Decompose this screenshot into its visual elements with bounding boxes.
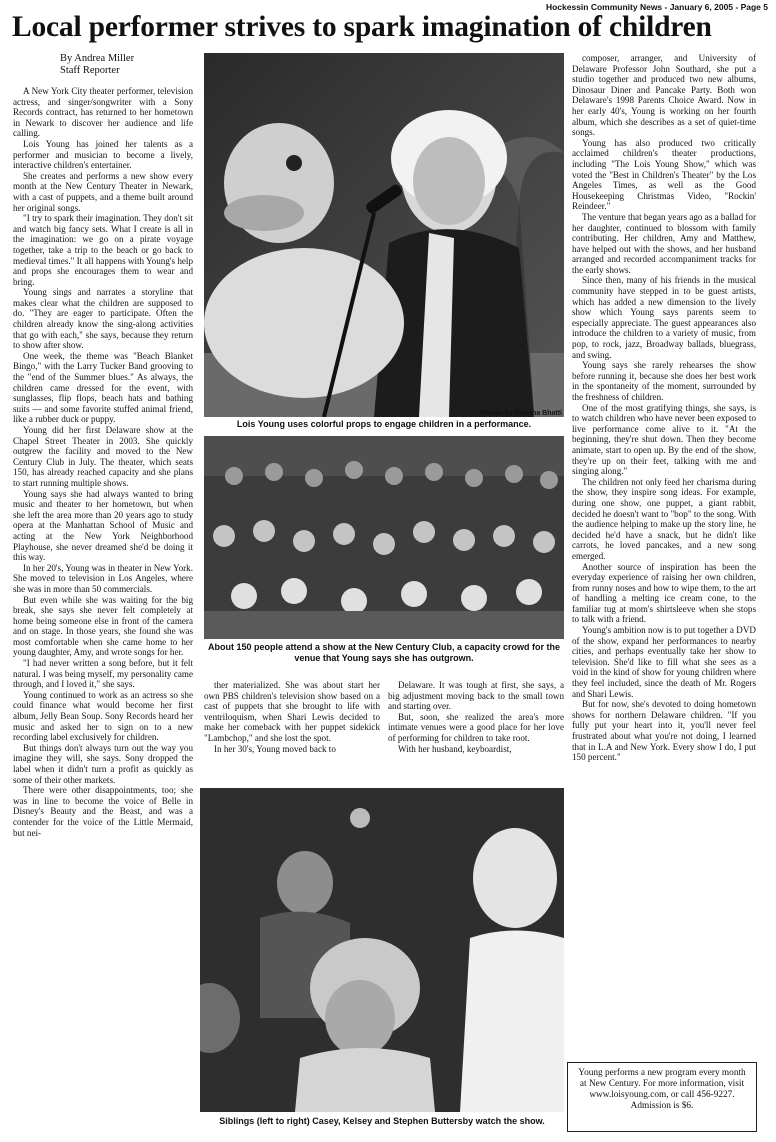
article-paragraph: "I had never written a song before, but it felt natural. I was being myself, my personality came through, and I loved it," she says. [13,658,193,690]
article-paragraph: composer, arranger, and University of Delaware Professor John Southard, she put a studio together and produced two new albums, Dinosaur Diner and Pancake Party. Both won Delaware's 1998 Parents Choice Award. Now in her early 40's, Young is working on her fourth album, which she describes as a set of quiet-time songs. [572,53,756,138]
article-paragraph: One week, the theme was "Beach Blanket Bingo," with the Larry Tucker Band grooving to the "end of the Summer blues." As always, the children came dressed for the event, with sunglasses, flip flops, beach hats and bathing suits — and some favorite stuffed animal friend, like a rubber duck or puppy. [13,350,193,425]
article-paragraph: The venture that began years ago as a ballad for her daughter, continued to blossom with family contributing. Her children, Amy and Matthew, have helped out with the shows, and her husband arranged and recorded accompaniment tracks for the early shows. [572,211,756,275]
audience-photo-caption: About 150 people attend a show at the New Century Club, a capacity crowd for the venue that Young says she has outgrown. [207,642,561,663]
article-paragraph: Another source of inspiration has been the everyday experience of raising her own children, from runny noses and how to wipe them, to the art of handling a melting ice cream cone, to the familiar tug at mom's shirtsleeve when she stops to talk with a friend. [572,561,756,625]
byline-role: Staff Reporter [60,65,120,76]
article-paragraph: Young sings and narrates a storyline that makes clear what the children are supposed to do. "They are eager to participate. Often the children already know the sing-along activities that go with each," she says, because they return to show after show. [13,287,193,351]
info-box-admission: Admission is $6. [630,1101,694,1111]
article-paragraph: Lois Young has joined her talents as a performer and musician to become a lively, interactive children's entertainer. [13,138,193,171]
article-paragraph: Young has also produced two critically acclaimed children's theater productions, including "The Lois Young Show," which was voted the "Best in Children's Theater" by the Los Angeles Times, as well as the Good Housekeeping Christmas Video, "Rockin' Reindeer." [572,137,756,212]
article-paragraph: Young's ambition now is to put together a DVD of the show, expand her performances to nearby cities, and perhaps eventually take her show to television. She'd like to fill what she sees as a void in the kind of show for young children where they feel included, since the death of Mr. Rogers and Shari Lewis. [572,625,756,699]
article-paragraph: With her husband, keyboardist, [398,743,512,754]
article-paragraph: One of the most gratifying things, she says, is to watch children who have never been exposed to live performance come alive to it. "At the beginning, they're shut down. Then they become animate, start to open up. By the end of the show, they're up on their feet, talking with me and singing along." [572,402,756,477]
article-column-3 [388,680,564,780]
article-paragraph: But, soon, she realized the area's more intimate venues were a good place for her love of performing for children to take root. [388,711,564,743]
headline: Local performer strives to spark imagination of children [12,11,712,43]
article-paragraph: There were other disappointments, too; she was in line to become the voice of Belle in Disney's Beauty and the Beast, and was a contender for the voice of the Little Mermaid, but nei- [13,785,193,838]
article-paragraph: Young says she rarely rehearses the show before running it, because she does her best work in the spontaneity of the moment, surrounded by the freshness of children. [572,360,756,402]
performer-photo-caption: Lois Young uses colorful props to engage children in a performance. [236,419,532,429]
audience-photo [204,436,564,639]
article-paragraph: Young did her first Delaware show at the Chapel Street Theater in 2003. She quickly outgrew the facility and moved to the New Century Club in July. The theater, which seats 150, has already reached capacity and she plans to start running multiple shows. [13,425,193,488]
info-box [567,1062,757,1132]
photo-icon [200,788,564,1112]
article-column-2 [204,680,380,780]
masthead: Hockessin Community News - January 6, 2005 - Page 5 [545,2,768,12]
article-paragraph: But for now, she's devoted to doing hometown shows for northern Delaware children. "If you fully put your heart into it, you'll never feel frustrated about what you're not doing, I learned that in L.A and New York. Every show I do, I put 150 percent." [572,699,756,763]
siblings-photo-caption: Siblings (left to right) Casey, Kelsey and Stephen Buttersby watch the show. [219,1116,545,1126]
article-paragraph: "I try to spark their imagination. They don't sit and watch big fancy sets. What I create is all in the imagination: we go on a pirate voyage together, take a trip to the beach or go back to medieval times." It all happens with Young's help and props she encourages them to wear and bring. [13,213,193,287]
article-paragraph: In her 20's, Young was in theater in New York. She moved to television in Los Angeles, where she was in more than 50 commercials. [13,562,193,594]
article-paragraph: A New York City theater performer, television actress, and singer/songwriter with a Sony Records contract, has returned to her hometown in Newark to discover her audience and life calling. [13,86,193,139]
info-box-text: Young performs a new program every month at New Century. For more information, visit www.loisyoung.com, or call 456-9227. [578,1068,746,1100]
article-paragraph: Young says she had always wanted to bring music and theater to her hometown, but when she left the area more than 20 years ago to study opera at the Manhattan School of Music and acting at the New York Neighborhood Playhouse, she never dreamed she'd be doing it this way. [13,488,193,563]
siblings-photo [200,788,564,1112]
article-paragraph: She creates and performs a new show every month at the New Century Theater in Newark, with a cast of puppets, and a theme built around her original songs. [13,170,193,213]
article-paragraph: The children not only feed her charisma during the show, they inspire song ideas. For example, during one show, one puppet, a giant rabbit, decided he doesn't want to "bop" to the song. With the audience helping to make up the story line, he decided he'd have a snack, but he didn't like carrots, he loved pancakes, and a new song emerged. [572,476,756,561]
article-paragraph: But even while she was waiting for the big break, she says she never felt completely at home being someone else in front of the camera and on stage. In those years, she found she was most comfortable when she came home to her young daughter, Amy, and wrote songs for her. [13,594,193,658]
article-paragraph: But things don't always turn out the way you imagine they will, she says. Sony dropped the label when it didn't turn a profit as quickly as some of their other markets. [13,742,193,785]
article-paragraph: Delaware. It was tough at first, she says, a big adjustment moving back to the small town and starting over. [388,680,564,712]
article-paragraph: Young continued to work as an actress so she could finance what would become her first album, Jelly Bean Soup. Sony Records heard her music and asked her to sign on to a new recording label exclusively for children. [13,689,193,743]
photo-icon [204,53,564,417]
article-paragraph: In her 30's, Young moved back to [214,743,336,754]
article-column-4 [572,53,756,1057]
byline [60,53,134,77]
photo-icon [204,436,564,639]
article-column-1 [13,86,193,1138]
article-paragraph: Since then, many of his friends in the musical community have stepped in to be guest artists, which has added a new dimension to the lively show which Young says parents seem to especially appreciate. The guest appearances also introduce the children to a variety of music, from pop, to rock, jazz, Broadway ballads, bluegrass, and swing. [572,275,756,360]
photo-credit: Photos by Ruxana Bhatti [479,410,562,417]
performer-photo [204,53,564,417]
byline-author: By Andrea Miller [60,53,135,64]
article-paragraph: ther materialized. She was about start her own PBS children's television show based on a cast of puppets that she brought to life with ventriloquism, when Shari Lewis decided to make her comeback with her puppet sidekick "Lambchop," and she lost the spot. [204,680,380,743]
